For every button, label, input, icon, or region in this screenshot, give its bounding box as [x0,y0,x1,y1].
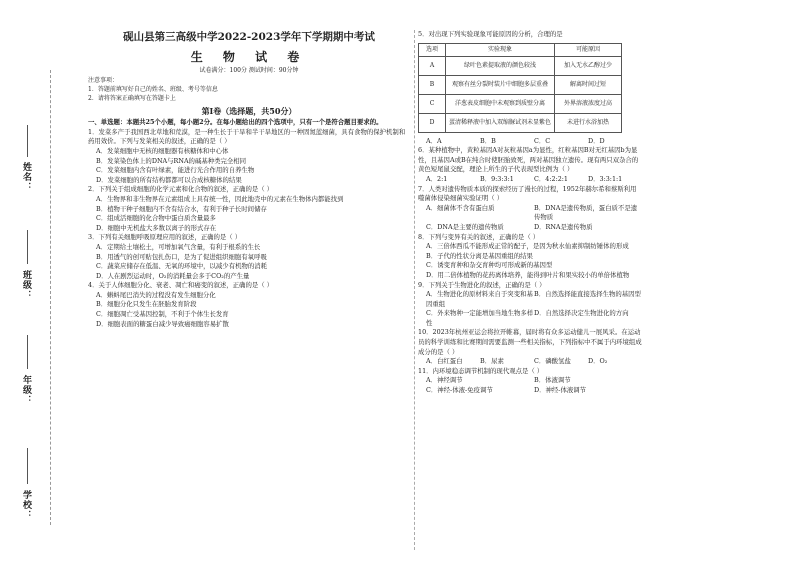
left-question-list [88,128,410,329]
student-info-sidebar [0,30,60,550]
option[interactable]: B．体液调节 [534,376,571,385]
option[interactable]: C．DNA是主要的遗传物质 [426,222,504,231]
option[interactable]: B．自然选择能直接选择生物的基因型 [534,290,641,299]
option[interactable]: C．细胞凋亡受基因控制，不利于个体生长发育 [96,310,229,319]
exam-title: 砚山县第三高级中学2022-2023学年下学期期中考试 [123,31,375,43]
question-stem: 5．对出现下列实验现象可能原因的分析，合理的是 [418,30,563,38]
option[interactable]: C．外来物种一定能增加当地生物多样性 [426,309,534,327]
grade-blank[interactable] [27,335,28,369]
option[interactable]: B．9:3:3:1 [480,174,514,183]
option[interactable]: D．发菜细胞的所有结构都都可以合成核糖体的结果 [96,175,242,184]
table-cell: 外界溶液浓度过高 [555,94,622,113]
table-row [419,75,622,94]
option-row [418,386,642,396]
option[interactable]: D．3:3:1:1 [588,174,623,183]
option[interactable]: D．RNA是遗传物质 [534,222,593,231]
option[interactable]: A．发菜细胞中无核的细胞器有核糖体和中心体 [96,146,229,155]
option-row [418,376,642,386]
name-blank[interactable] [27,125,28,157]
table-cell: 加入无水乙醇过少 [555,56,622,75]
table-cell: 未进行水浴加热 [555,113,622,132]
option-row [418,357,642,367]
table-header-row [419,43,622,56]
class-blank[interactable] [27,230,28,264]
option[interactable]: D．D [588,136,605,145]
q5-options [418,137,642,147]
option-row [418,309,642,328]
table-header: 可能原因 [555,43,622,56]
option[interactable]: B．B [480,136,496,145]
question-stem: 6．某种植物中，黄粒基因A对灰粒基因a为显性，红粒基因B对无红基因b为显性，且基因A或B在纯合时使胚胎致死，两对基因独立遗传。现有两只双杂合的黄色短尾鼠交配，理论上所生的子代表现型比例为（ ） [418,146,639,174]
option[interactable]: A．蝌蚪尾巴消失的过程没有发生细胞分化 [96,290,216,299]
option-row [418,175,642,185]
option-row [418,223,642,233]
table-cell: 绿叶色素提取液的颜色较浅 [446,56,555,75]
question-stem: 10．2023年杭州亚运会将拉开帷幕，届时将有众多运动健儿一展风采。在运动员的科学训练和比赛期间需要监测一些相关指标，下列指标中不属于内环境组成成分的是（ ） [418,328,642,356]
option[interactable]: A．2:1 [426,174,448,183]
option[interactable]: A．生物进化的原材料来自于突变和基因重组 [426,290,533,308]
option[interactable]: A．定期给土壤松土，可增加氧气含量，有利于根系的生长 [96,242,261,251]
notes-title: 注意事项： [88,76,119,84]
option-row [418,290,642,309]
option[interactable]: B．子代的性状分离是基因重组的结果 [426,251,533,260]
question-stem: 4．关于人体细胞分化、衰老、凋亡和癌变的叙述，正确的是（ ） [88,281,274,290]
section-instruction: 一、单选题：本题共25个小题，每小题2分。在每小题给出的四个选项中，只有一个是符合题目要求的。 [88,118,383,127]
option[interactable]: D．O₂ [588,357,608,366]
option[interactable]: A．A [426,136,442,145]
question-stem: 1．发菜多产于我国西北草地和荒漠，是一种生长于干旱和半干旱地区的一种固氮蓝细菌，具有食物的保护机制和药用效价。下列与发菜相关的叙述，正确的是（ ） [88,127,406,146]
option[interactable]: A．三倍体西瓜不能形成正常的配子，是因为秋水仙素抑制纺锤体的形成 [426,242,629,251]
option[interactable]: A．白红蛋白 [426,357,463,366]
option[interactable]: B．细胞分化只发生在胚胎发育阶段 [96,300,197,309]
table-cell: 蛋清稀释液中加入双缩脲试剂未显紫色 [446,113,555,132]
table-cell: 洋葱表皮细胞中未观察到质壁分离 [446,94,555,113]
binding-line [50,70,51,525]
table-header: 选项 [419,43,446,56]
option[interactable]: B．发菜染色体上的DNA与RNA的碱基种类完全相同 [96,156,247,165]
note-item: 2．请将答案正确填写在答题卡上 [88,94,176,102]
table-cell: C [419,94,446,113]
question-stem: 9．下列关于生物进化的叙述，正确的是（ ） [418,280,546,289]
table-cell: A [419,56,446,75]
option[interactable]: C．诱变育种和杂交育种均可形成新的基因型 [426,261,553,270]
q5-table [418,43,622,133]
question-stem: 8．下列与变异有关的叙述，正确的是（ ） [418,232,540,241]
grade-label: 年级： [21,375,31,405]
option[interactable]: B．用透气的创可贴包扎伤口，是为了促进组织细胞有氧呼吸 [96,252,267,261]
option[interactable]: B．尿素 [480,357,504,366]
option[interactable]: A．细菌体不含有蛋白质 [426,203,495,212]
option[interactable]: A．神经调节 [426,376,463,385]
note-item: 1．答题前填写好自己的姓名、班级、考号等信息 [88,85,218,93]
table-header: 实验现象 [446,43,555,56]
right-column [418,30,642,396]
table-cell: 解离时间过短 [555,75,622,94]
question-stem: 2．下列关于组成细胞的化学元素和化合物的叙述，正确的是（ ） [88,185,274,194]
table-row [419,113,622,132]
option[interactable]: D．神经-体液调节 [534,386,587,395]
exam-info: 试卷满分：100分 测试时间：90分钟 [199,67,299,74]
option[interactable]: B．植物干种子细胞内不含有结合水，有利于种子长时间储存 [96,204,267,213]
option[interactable]: C．神经-体液-免疫调节 [426,386,493,395]
question-stem: 3．下列有关细胞呼吸原理应用的叙述，正确的是（ ） [88,233,242,242]
option[interactable]: C．4:2:2:1 [534,174,569,183]
question-stem: 11．内环境稳态调节机制的现代观点是（ ） [418,366,544,375]
table-row [419,94,622,113]
option[interactable]: D．人在剧烈运动时，O₂的消耗量会多于CO₂的产生量 [96,271,250,280]
option[interactable]: C．组成活细胞的化合物中蛋白质含量最多 [96,214,216,223]
right-question-list [418,146,642,395]
option[interactable]: D．用二倍体植物的花药离体培养，能得到叶片和果实较小的单倍体植物 [426,270,630,279]
table-row [419,56,622,75]
table-cell: B [419,75,446,94]
option[interactable]: B．DNA是遗传物质，蛋白质不是遗传物质 [534,203,638,222]
option[interactable]: C．C [534,136,551,145]
section-title: 第Ⅰ卷（选择题，共50分） [201,105,297,116]
exam-subtitle: 生 物 试 卷 [190,50,308,64]
table-cell: 观察有丝分裂时装片中细胞多层重叠 [446,75,555,94]
name-label: 姓名： [21,162,31,192]
question-stem: 7．人类对遗传物质本质的探索经历了漫长的过程，1952年赫尔希和蔡斯利用噬菌体侵染细菌实验证明（ ） [418,184,637,203]
option[interactable]: D．自然选择决定生物进化的方向 [534,309,629,318]
class-label: 班级： [21,270,31,300]
option[interactable]: D．细胞中无机盐大多数以离子的形式存在 [96,223,217,232]
school-label: 学校： [21,490,31,520]
left-column [88,30,410,329]
option[interactable]: C．发菜细胞内含有叶绿素，能进行光合作用的自养生物 [96,166,255,175]
school-blank[interactable] [27,448,28,484]
column-divider [414,30,415,550]
option-row [418,204,642,223]
option[interactable]: C．磷酸氢盐 [534,357,571,366]
table-cell: D [419,113,446,132]
option[interactable]: A．生物界和非生物界在元素组成上具有统一性，因此地壳中的元素在生物体内都能找到 [96,194,344,203]
option[interactable]: C．蔬菜应储存在低温、无氧的环境中，以减少有机物的消耗 [96,262,268,271]
option[interactable]: D．细胞表面的糖蛋白减少导致癌细胞容易扩散 [96,319,229,328]
